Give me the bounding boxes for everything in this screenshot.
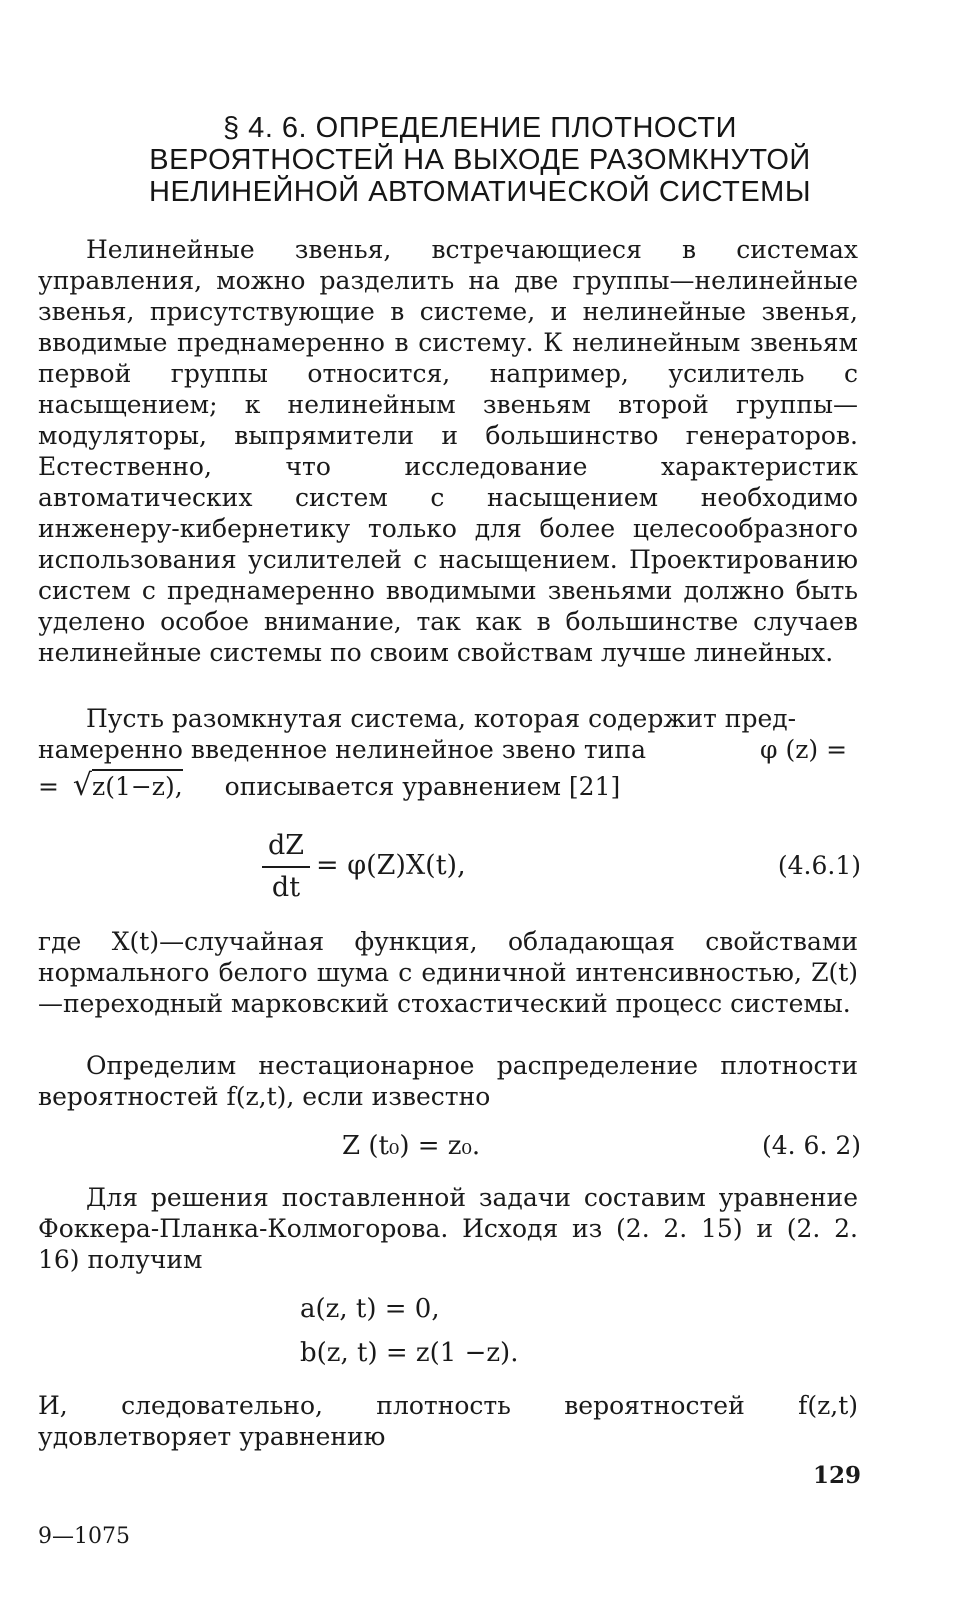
section-heading xyxy=(60,112,900,208)
signature-mark: 9—1075 xyxy=(38,1524,130,1549)
page-number: 129 xyxy=(812,1462,861,1489)
equation-4-6-1-label: (4.6.1) xyxy=(777,851,861,880)
fraction-bar xyxy=(262,866,310,868)
paragraph-nonstationary: Определим нестационарное распределение плотности вероятностей f(z,t), если известно xyxy=(38,1051,858,1111)
paragraph-open-system-line1: Пусть разомкнутая система, которая содержит пред- xyxy=(86,704,797,733)
heading-line-1: § 4. 6. ОПРЕДЕЛЕНИЕ ПЛОТНОСТИ xyxy=(223,112,737,144)
heading-line-3: НЕЛИНЕЙНОЙ АВТОМАТИЧЕСКОЙ СИСТЕМЫ xyxy=(149,176,811,208)
heading-line-2: ВЕРОЯТНОСТЕЙ НА ВЫХОДЕ РАЗОМКНУТОЙ xyxy=(149,144,811,176)
sqrt-sign: √ xyxy=(72,768,93,803)
equation-4-6-2: Z (t₀) = z₀. xyxy=(342,1131,481,1161)
paragraph-density-satisfies: И, следовательно, плотность вероятностей f(z,t) удовлетворяет уравнению xyxy=(38,1391,858,1451)
equation-a-coefficient: a(z, t) = 0, xyxy=(300,1294,440,1324)
fraction-denominator: dt xyxy=(271,872,301,903)
paragraph-nonlinear-links: Нелинейные звенья, встречающиеся в системах управления, можно разделить на две группы—нелинейные звенья, присутствующие в системе, и нелинейные звенья, вводимые преднамеренно в систему. К нелинейным звеньям первой группы относится, например, усилитель с насыщением; к нелинейным звеньям второй группы—модуляторы, выпрямители и большинство генераторов. Естественно, что исследование характеристик автоматических систем с насыщением необходимо инженеру-кибернетику только для более целесообразного использования усилителей с насыщением. Проектированию систем с преднамеренно вводимыми звеньями должно быть уделено особое внимание, так как в большинстве случаев нелинейные системы по своим свойствам лучше линейных. xyxy=(38,235,858,667)
described-by-equation-text: описывается уравнением [21] xyxy=(224,772,621,801)
paragraph-open-system-line2 xyxy=(38,734,646,765)
derivative-fraction xyxy=(262,830,310,904)
equation-4-6-2-label: (4. 6. 2) xyxy=(761,1131,861,1160)
equation-b-coefficient: b(z, t) = z(1 −z). xyxy=(300,1338,519,1368)
paragraph-white-noise: где X(t)—случайная функция, обладающая свойствами нормального белого шума с единичной интенсивностью, Z(t)—переходный марковский стохастический процесс системы. xyxy=(38,927,858,1018)
paragraph-fokker-planck: Для решения поставленной задачи составим уравнение Фоккера-Планка-Колмогорова. Исходя из (2. 2. 15) и (2. 2. 16) получим xyxy=(38,1183,858,1274)
sqrt-radicand: z(1−z), xyxy=(92,769,183,801)
fraction-numerator: dZ xyxy=(267,830,305,861)
equals-sign: = xyxy=(38,772,59,801)
paragraph-open-system-text: намеренно введенное нелинейное звено типа xyxy=(38,735,646,764)
equation-4-6-1-rhs: = φ(Z)X(t), xyxy=(316,850,466,881)
phi-of-z-expression: φ (z) = xyxy=(760,735,848,764)
sqrt-expression-line xyxy=(38,770,620,802)
